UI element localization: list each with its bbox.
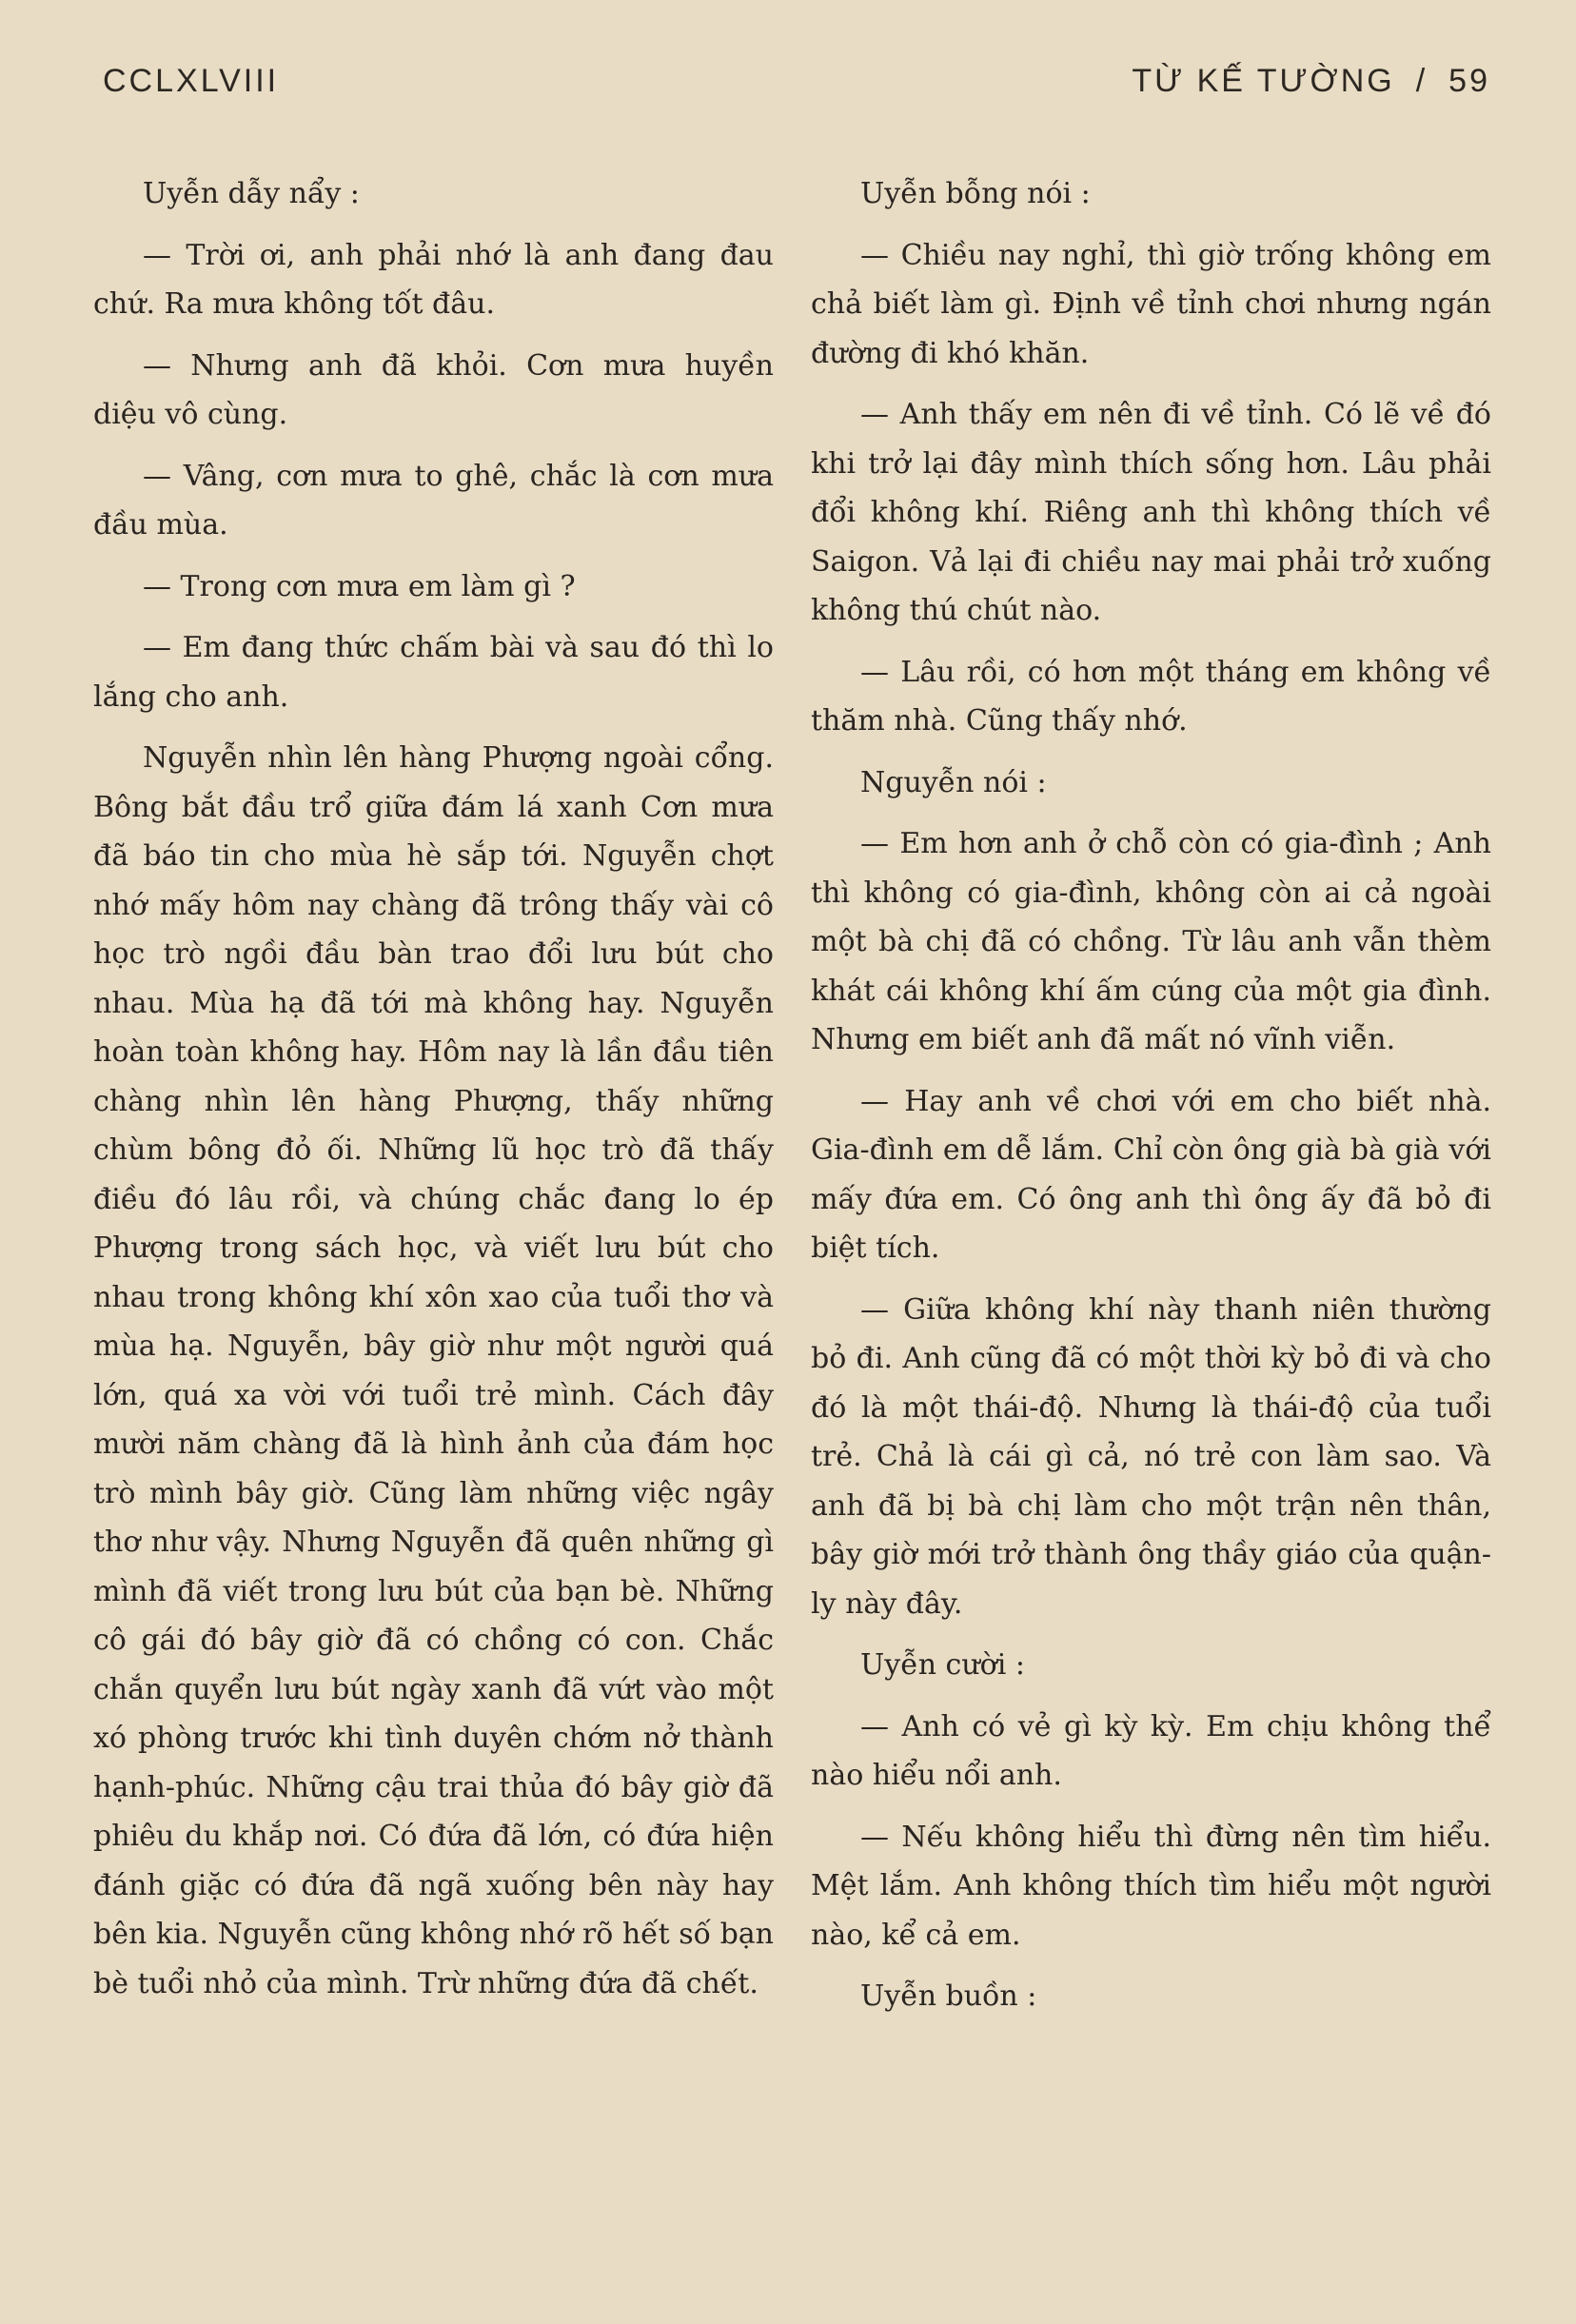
paragraph: — Chiều nay nghỉ, thì giờ trống không em chả biết làm gì. Định về tỉnh chơi nhưng ngán đường đi khó khăn. bbox=[811, 238, 1491, 370]
paragraph: — Anh thấy em nên đi về tỉnh. Có lẽ về đó khi trở lại đây mình thích sống hơn. Lâu phải đổi không khí. Riêng anh thì không thích về Saigon. Vả lại đi chiều nay mai phải trở xuống không thú chút nào. bbox=[811, 398, 1491, 627]
paragraph: Nguyễn nói : bbox=[860, 765, 1047, 799]
paragraph: — Nếu không hiểu thì đừng nên tìm hiểu. Mệt lắm. Anh không thích tìm hiểu một người nào, kể cả em. bbox=[811, 1820, 1491, 1952]
paragraph: — Em đang thức chấm bài và sau đó thì lo lắng cho anh. bbox=[93, 631, 774, 714]
paragraph: — Trong cơn mưa em làm gì ? bbox=[143, 569, 576, 603]
paragraph: Uyễn buồn : bbox=[860, 1979, 1037, 2013]
running-header bbox=[103, 63, 1490, 100]
paragraph: — Hay anh về chơi với em cho biết nhà. Gia-đình em dễ lắm. Chỉ còn ông già bà già với mấy đứa em. Có ông anh thì ông ấy đã bỏ đi biệt tích. bbox=[811, 1084, 1491, 1265]
right-column bbox=[811, 169, 1491, 2034]
chapter-code: CCLXLVIII bbox=[103, 63, 280, 99]
paragraph: Nguyễn nhìn lên hàng Phượng ngoài cổng. Bông bắt đầu trổ giữa đám lá xanh Cơn mưa đã báo tin cho mùa hè sắp tới. Nguyễn chợt nhớ mấy hôm nay chàng đã trông thấy vài cô học trò ngồi đầu bàn trao đổi lưu bút cho nhau. Mùa hạ đã tới mà không hay. Nguyễn hoàn toàn không hay. Hôm nay là lần đầu tiên chàng nhìn lên hàng Phượng, thấy những chùm bông đỏ ối. Những lũ học trò đã thấy điều đó lâu rồi, và chúng chắc đang lo ép Phượng trong sách học, và viết lưu bút cho nhau trong không khí xôn xao của tuổi thơ và mùa hạ. Nguyễn, bây giờ như một người quá lớn, quá xa vời với tuổi trẻ mình. Cách đây mười năm chàng đã là hình ảnh của đám học trò mình bây giờ. Cũng làm những việc ngây thơ như vậy. Nhưng Nguyễn đã quên những gì mình đã viết trong lưu bút của bạn bè. Những cô gái đó bây giờ đã có chồng có con. Chắc chắn quyển lưu bút ngày xanh đã vứt vào một xó phòng trước khi tình duyên chớm nở thành hạnh-phúc. Những cậu trai thủa đó bây giờ đã phiêu du khắp nơi. Có đứa đã lớn, có đứa hiện đánh giặc có đứa đã ngã xuống bên này hay bên kia. Nguyễn cũng không nhớ rõ hết số bạn bè tuổi nhỏ của mình. Trừ những đứa đã chết. bbox=[93, 741, 774, 2000]
paragraph: — Vâng, cơn mưa to ghê, chắc là cơn mưa đầu mùa. bbox=[93, 459, 774, 542]
paragraph: Uyễn bỗng nói : bbox=[860, 177, 1091, 210]
left-column bbox=[93, 169, 774, 2020]
paragraph: Uyễn dẫy nẩy : bbox=[143, 177, 360, 210]
author-title: TỪ KẾ TƯỜNG bbox=[1132, 63, 1395, 99]
paragraph: — Trời ơi, anh phải nhớ là anh đang đau chứ. Ra mưa không tốt đâu. bbox=[93, 238, 774, 321]
header-separator: / bbox=[1415, 63, 1428, 99]
page-number: 59 bbox=[1448, 63, 1490, 99]
header-right bbox=[1132, 63, 1490, 100]
paragraph: — Giữa không khí này thanh niên thường bỏ đi. Anh cũng đã có một thời kỳ bỏ đi và cho đó là một thái-độ. Nhưng là thái-độ của tuổi trẻ. Chả là cái gì cả, nó trẻ con làm sao. Và anh đã bị bà chị làm cho một trận nên thân, bây giờ mới trở thành ông thầy giáo của quận-ly này đây. bbox=[811, 1292, 1491, 1621]
paragraph: — Lâu rồi, có hơn một tháng em không về thăm nhà. Cũng thấy nhớ. bbox=[811, 655, 1491, 738]
paragraph: — Nhưng anh đã khỏi. Cơn mưa huyền diệu vô cùng. bbox=[93, 348, 774, 431]
paragraph: Uyễn cười : bbox=[860, 1648, 1025, 1682]
paragraph: — Anh có vẻ gì kỳ kỳ. Em chịu không thể nào hiểu nổi anh. bbox=[811, 1709, 1491, 1792]
paragraph: — Em hơn anh ở chỗ còn có gia-đình ; Anh thì không có gia-đình, không còn ai cả ngoài một bà chị đã có chồng. Từ lâu anh vẫn thèm khát cái không khí ấm cúng của một gia đình. Nhưng em biết anh đã mất nó vĩnh viễn. bbox=[811, 827, 1491, 1056]
